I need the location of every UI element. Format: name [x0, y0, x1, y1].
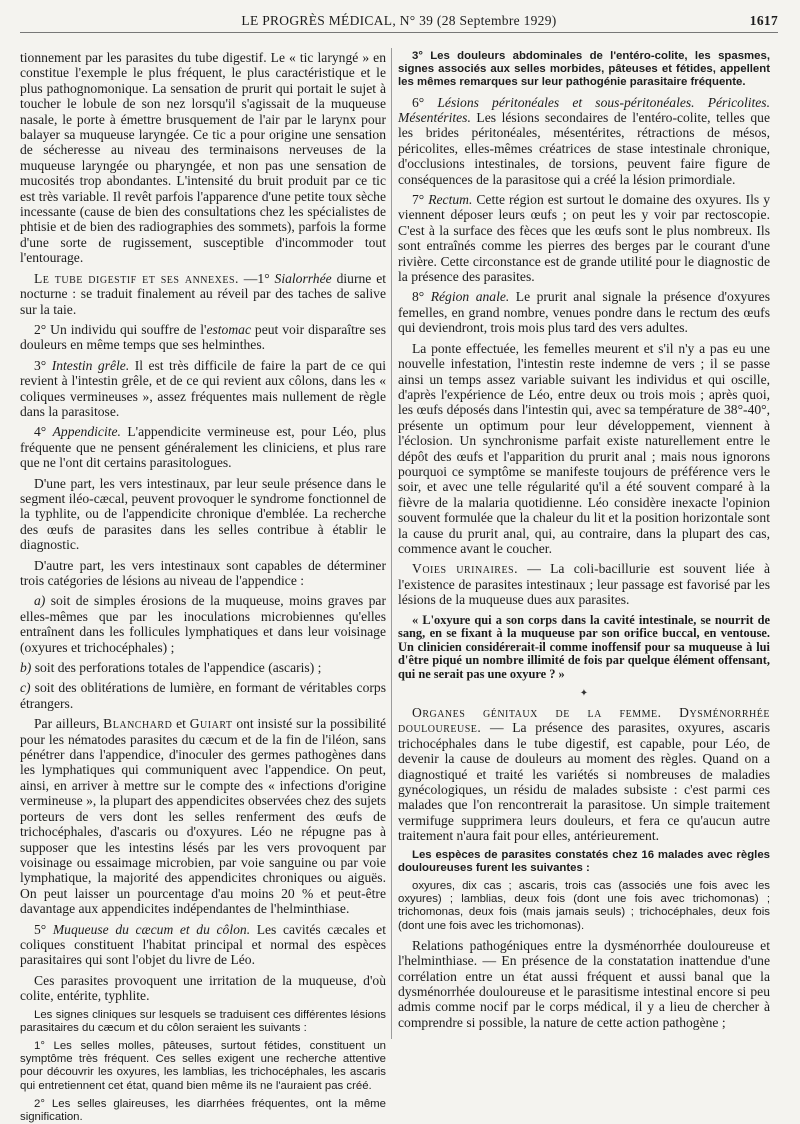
paragraph: Ces parasites provoquent une irritation de la muqueuse, d'où colite, entérite, typhlite. — [20, 972, 386, 1004]
running-header — [20, 10, 778, 33]
paragraph: D'une part, les vers intestinaux, par leur seule présence dans le segment iléo-cæcal, peuvent provoquer le syndrome fonctionnel de la typhlite, ou de l'appendicite chronique d'emblée. La recherche des œufs de parasites dans les selles contribue à établir le diagnostic. — [20, 475, 386, 553]
paragraph: Relations pathogéniques entre la dysménorrhée douloureuse et l'helminthiase. — En présence de la constatation inattendue d'une corrélation entre un état aussi fréquent et aussi banal que la dysménorrhée douloureuse et le parasitisme intestinal encore si peu admis comme nocif par le corps médical, il y a lieu de chercher à comprendre si possible, la nature de cette action pathogène ; — [398, 937, 770, 1030]
left-column — [20, 50, 387, 1123]
small-print-paragraph: 3° Les douleurs abdominales de l'entéro-colite, les spasmes, signes associés aux selles morbides, pâteuses et fétides, appellent les mêmes remarques sur leur pathogénie parasitaire fréquente. — [398, 50, 770, 89]
subsection-term: Rectum. — [428, 192, 473, 208]
paragraph: 7° Rectum. Cette région est surtout le domaine des oxyures. Ils y viennent déposer leurs œufs ; on peut les y voir par rectoscopie. C'est à la surface des fèces que les œufs sont le plus nombreux. Ils sont entraînés comme les pierres des berges par le courant d'une rivière. Cette circonstance est de grande utilité pour le diagnostic de la présence des parasites. — [398, 192, 770, 285]
paragraph: 2° Un individu qui souffre de l'estomac peut voir disparaître ses douleurs en même temps que ses helminthes. — [20, 321, 386, 353]
subsection-term: Muqueuse du cæcum et du côlon. — [52, 921, 251, 937]
list-item: c) soit des oblitérations de lumière, en formant de véritables corps étrangers. — [20, 680, 386, 711]
page-number: 1617 — [749, 13, 778, 28]
subsection-term: estomac — [206, 321, 251, 337]
small-print-paragraph: oxyures, dix cas ; ascaris, trois cas (associés une fois avec les oxyures) ; lamblias, deux fois (dont une fois avec trichomonas) ; trichomonas, deux fois (mais jamais seuls) ; trichocéphales, deux fois (dont une fois avec les trichomonas). — [398, 880, 770, 932]
author-name: Guiart — [189, 716, 233, 732]
paragraph: 6° Lésions péritonéales et sous-péritonéales. Péricolites. Mésentérites. Les lésions secondaires de l'entéro-colite, telles que les brides péritonéales, mésentérites, rétractions de mésos, péricolites, elles-mêmes créatrices de stase intestinale chronique, d'occlusions intestinales, de torsions, peuvent faire figure de conséquences de la parasitose qui a créé la lésion primordiale. — [398, 94, 770, 187]
subsection-term: Sialorrhée — [274, 270, 332, 286]
section-heading: Organes génitaux de la femme. Dysménorrhée douloureuse. — [398, 704, 770, 736]
paragraph: 8° Région anale. Le prurit anal signale la présence d'oxyures femelles, en grand nombre, venues pondre dans le rectum des œufs qui deviendront, trois mois plus tard des vers adultes. — [398, 289, 770, 336]
subsection-term: Lésions péritonéales et sous-péritonéales. Péricolites. Mésentérites. — [398, 94, 770, 126]
issue-info: N° 39 (28 Septembre 1929) — [399, 13, 557, 28]
paragraph: Par ailleurs, Blanchard et Guiart ont insisté sur la possibilité pour les nématodes parasites du cæcum et de la fin de l'iléon, sans pénétrer dans l'appendice, d'inoculer des germes pathogènes dans les lymphatiques qui communiquent avec l'appendice. On peut, ainsi, en arriver à mettre sur le compte des « infections d'origine vermineuse », la plupart des appendicites observées chez des sujets porteurs de vers dont les selles renferment des œufs de trichocéphales, d'ascaris ou d'oxyures. Léo ne répugne pas à supposer que les intestins lésés par les vers provoquent par voisinage ou essaimage microbien, par voie sanguine ou par voie lymphatique, la majorité des appendicites chroniques ou aiguës. On peut laisser un pourcentage d'au moins 20 % et peut-être davantage aux appendicites indépendantes de l'helminthiase. — [20, 716, 387, 917]
small-print-paragraph: 2° Les selles glaireuses, les diarrhées fréquentes, ont la même signification. — [20, 1097, 386, 1123]
section-heading: Voies urinaires. — [412, 561, 519, 577]
quotation: « L'oxyure qui a son corps dans la cavité intestinale, se nourrit de sang, en se fixant à la muqueuse par son orifice buccal, en ventouse. Un clinicien considérerait-il comme inoffensif pour sa muqueuse à lui d'être piqué un nombre illimité de fois par quelque élément offensant, qui ne serait pas une oxyure ? » — [398, 612, 770, 681]
divider-ornament: ✦ — [579, 687, 589, 699]
paragraph: Le tube digestif et ses annexes. —1° Sialorrhée diurne et nocturne : se traduit finalement au réveil par des taches de salive sur la taie. — [20, 270, 387, 317]
small-print-paragraph: Les signes cliniques sur lesquels se traduisent ces différentes lésions parasitaires du cæcum et du côlon seraient les suivants : — [20, 1008, 386, 1034]
paragraph: Voies urinaires. — La coli-bacillurie est souvent liée à l'existence de parasites intestinaux ; leur passage est favorisé par les lésions de la muqueuse dues aux parasites. — [398, 561, 770, 608]
section-heading: Le tube digestif et ses annexes. — [34, 270, 239, 286]
journal-name: LE PROGRÈS MÉDICAL — [241, 13, 393, 28]
subsection-term: Région anale. — [430, 289, 510, 305]
paragraph: 5° Muqueuse du cæcum et du côlon. Les cavités cæcales et coliques constituent l'habitat principal et normal des espèces parasitaires qui sont l'objet du livre de Léo. — [20, 921, 386, 968]
small-print-paragraph: Les espèces de parasites constatés chez 16 malades avec règles douloureuses furent les suivantes : — [398, 848, 770, 874]
paragraph: Organes génitaux de la femme. Dysménorrhée douloureuse. — La présence des parasites, oxyures, ascaris trichocéphales dans le tube digestif, est capable, pour Léo, de devenir la cause de douleurs au moment des règles. Quand on a diagnostiqué et traité les variétés si nombreuses de maladies gynécologiques, un résidu de malades subsiste : c'est parmi ces malades que l'on rencontrerait la parasitose. Un simple traitement vermifuge supprimera leurs douleurs, et fera ce qu'aucun autre traitement n'aura fait pour elles, antérieurement. — [398, 704, 770, 844]
author-name: Blanchard — [103, 716, 173, 732]
subsection-term: Intestin grêle. — [51, 357, 130, 373]
paragraph: La ponte effectuée, les femelles meurent et s'il n'y a pas eu une nouvelle infestation, l'intestin reste indemne de vers ; il se passe ainsi un temps assez variable suivant les individus et qui oscille, d'après l'expérience de Léo, entre deux ou trois mois ; après quoi, les œufs déposés dans l'intestin qui, avec sa température de 38°-40°, présente un optimum pour leur développement, viennent à l'éclosion. Un synchronisme parfait existe naturellement entre le dépôt des œufs et l'apparition du prurit anal ; mais nous ignorons pourquoi ce symptôme se manifeste toujours de préférence vers le soir, et avec une telle régularité qu'il a été souvent comparé à la fièvre de la malaria quotidienne. Léo considère inexacte l'opinion souvent formulée que la chaleur du lit et la position horizontale sont la cause du prurit anal, qui, au contraire, dans la plupart des cas, commence avant le coucher. — [398, 340, 770, 556]
subsection-term: Appendicite. — [52, 424, 121, 440]
small-print-paragraph: 1° Les selles molles, pâteuses, surtout fétides, constituent un symptôme très fréquent. Ces selles exigent une recherche attentive pour découvrir les oxyures, les lamblias, les trichocéphales, les ascaris qui entretiennent cet état, quand bien même ils ne l'auraient pas créé. — [20, 1039, 386, 1092]
paragraph: D'autre part, les vers intestinaux sont capables de déterminer trois catégories de lésions au niveau de l'appendice : — [20, 557, 386, 588]
paragraph: 3° Intestin grêle. Il est très difficile de faire la part de ce qui revient à l'intestin grêle, et de ce qui revient aux côlons, dans les « coliques vermineuses », assez fréquentes mais nullement de règle dans la parasitose. — [20, 357, 386, 419]
column-rule — [391, 48, 392, 1039]
list-item: b) soit des perforations totales de l'appendice (ascaris) ; — [20, 660, 322, 676]
list-item: a) soit de simples érosions de la muqueuse, moins graves par elles-mêmes que par les inoculations microbiennes qu'elles entraînent dans les follicules lymphatiques et dans leur voisinage (oxyures et trichocéphales) ; — [20, 593, 386, 655]
paragraph: tionnement par les parasites du tube digestif. Le « tic laryngé » en constitue l'exemple le plus fréquent, le plus caractéristique et le plus pathognomonique. La sensation de prurit qui portait le sujet à toucher le lobule de son nez lorsqu'il s'agissait de la muqueuse nasale, le porte à émettre brusquement de l'air par le larynx pour balayer sa muqueuse laryngée. Ce tic a pour origine une sensation de sécheresse au niveau des terminaisons nerveuses de la muqueuse laryngée ou pharyngée, et non pas une sensation de mucosités trop abondantes. L'intensité du bruit produit par ce tic est très variable. Il revêt parfois l'apparence d'une petite toux sèche incessante (cause de bien des consultations chez les spécialistes de phtisie et de bien des radiographies des sommets), parfois la forme d'une sorte de rugissement, susceptible d'incommoder tout l'entourage. — [20, 50, 386, 266]
header-title: LE PROGRÈS MÉDICAL, N° 39 (28 Septembre 1929) — [241, 13, 557, 28]
right-column — [398, 50, 770, 1057]
paragraph: 4° Appendicite. L'appendicite vermineuse est, pour Léo, plus fréquente que ne pensent généralement les cliniciens, et plus rare que ne l'ont dit certains parasitologues. — [20, 424, 386, 471]
